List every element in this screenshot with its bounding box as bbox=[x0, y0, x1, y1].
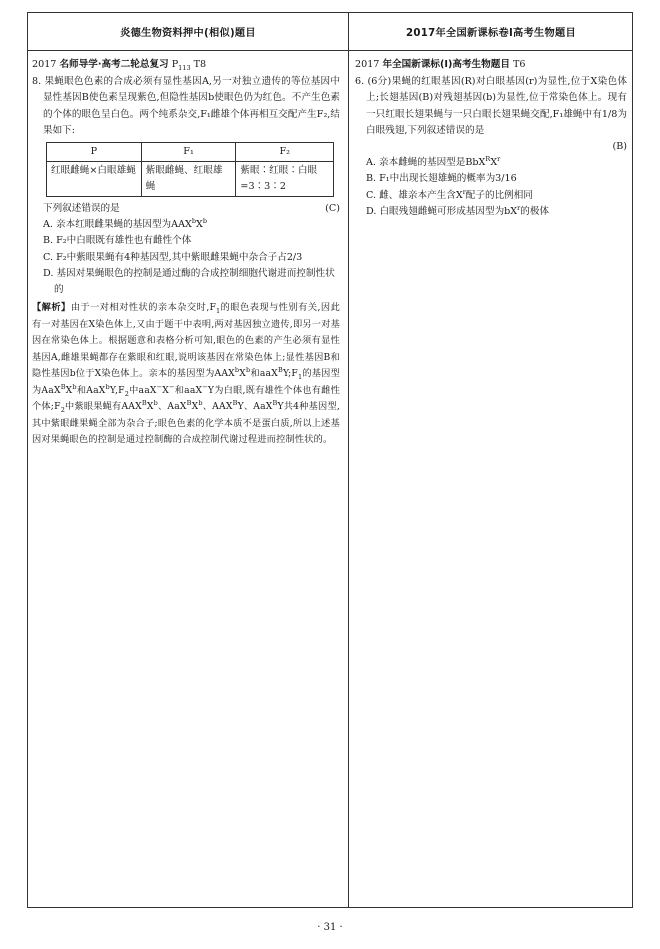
table-cell-f1: 紫眼雌蝇、红眼雄蝇 bbox=[141, 162, 236, 197]
left-analysis: 【解析】由于一对相对性状的亲本杂交时$,F_1$的眼色表现与性别有关,因此有一对基因在X染色体上,又由于题干中表明,两对基因独立遗传,即另一对基因在常染色体上。根据题意和表格分析可知,眼色的色素的产生必须有显性基因A,雌雄果蝇都存在紫眼和红眼,说明该基因在常染色体上;显性基因B和隐性基因b位于X染色体上。亲本的基因型为$AAX^bX^b$和$aaX^BY;F_1$的基因型为$AaX^BX^b$和$AaX^bY,F_2$中aaX−X−和aaX−Y为白眼,既有雄性个体也有雌性个体$;F_2$中紫眼果蝇有$AAX^BX^b$、$AaX^BX^b$、$AAX^BY$、AaX$^B$Y共4种基因型,其中紫眼雌果蝇全部为杂合子;眼色色素的化学本质不是蛋白质,所以上述基因对果蝇眼色的控制是通过控制酶的合成控制代谢过程进而控制性状的。 bbox=[32, 302, 340, 446]
left-question-text: 8. 果蝇眼色色素的合成必须有显性基因A,另一对独立遗传的等位基因中显性基因B使色素呈现紫色,但隐性基因b使眼色仍为红色。不产生色素的个体的眼色呈白色。两个纯系杂交,F₁雌雄个体再相互交配产生F₂,结果如下: bbox=[32, 76, 340, 136]
right-column bbox=[355, 57, 627, 220]
right-option-c: C. 雌、雄亲本产生含$X^r$配子的比例相同 bbox=[366, 187, 533, 201]
header-divider bbox=[28, 50, 632, 51]
table-header-p: P bbox=[47, 143, 142, 162]
left-source-line: 2017 名师导学·高考二轮总复习 $P_{113}$ T8 bbox=[32, 59, 207, 72]
column-divider bbox=[348, 13, 349, 907]
right-source-line: 2017 年全国新课标(Ⅰ)高考生物题目 T6 bbox=[355, 59, 526, 70]
left-option-c: C. F₂中紫眼果蝇有4种基因型,其中紫眼雌果蝇中杂合子占2/3 bbox=[43, 251, 303, 263]
right-option-a: A. 亲本雌蝇的基因型是$BbX^RX^r$ bbox=[366, 155, 501, 169]
left-option-d: D. 基因对果蝇眼色的控制是通过酶的合成控制细胞代谢进而控制性状的 bbox=[43, 267, 335, 296]
left-column-title: 炎德生物资料押中(相似)题目 bbox=[120, 28, 256, 39]
right-question-text: 6. (6分)果蝇的红眼基因(R)对白眼基因(r)为显性,位于X染色体上;长翅基因(B)对残翅基因(b)为显性,位于常染色体上。现有一只红眼长翅果蝇与一只白眼长翅果蝇交配,F₁雄蝇中有1/8为白眼残翅,下列叙述错误的是 bbox=[355, 76, 627, 136]
left-answer: (C) bbox=[325, 203, 340, 215]
table-cell-p: 红眼雌蝇×白眼雄蝇 bbox=[47, 162, 142, 197]
left-option-b: B. F₂中白眼既有雄性也有雌性个体 bbox=[43, 235, 192, 247]
right-option-d: D. 白眼残翅雌蝇可形成基因型为$bX^r$的极体 bbox=[366, 203, 550, 217]
right-answer-line bbox=[355, 139, 627, 155]
right-column-title: 2017年全国新课标卷Ⅰ高考生物题目 bbox=[406, 28, 576, 39]
cross-results-table bbox=[46, 142, 334, 197]
table-cell-f2: 紫眼∶红眼∶白眼=3∶3∶2 bbox=[236, 162, 334, 197]
table-header-f1: F₁ bbox=[141, 143, 236, 162]
page-number: · 31 · bbox=[317, 922, 343, 933]
left-option-a: A. 亲本红眼雌果蝇的基因型为$AAX^bX^b$ bbox=[43, 217, 208, 231]
left-column bbox=[32, 57, 340, 449]
page-frame bbox=[27, 12, 633, 908]
table-header-f2: F₂ bbox=[236, 143, 334, 162]
right-option-b: B. F₁中出现长翅雄蝇的概率为3/16 bbox=[366, 173, 517, 185]
right-answer: (B) bbox=[612, 141, 627, 153]
left-question-stem: 下列叙述错误的是 (C) bbox=[32, 201, 340, 217]
